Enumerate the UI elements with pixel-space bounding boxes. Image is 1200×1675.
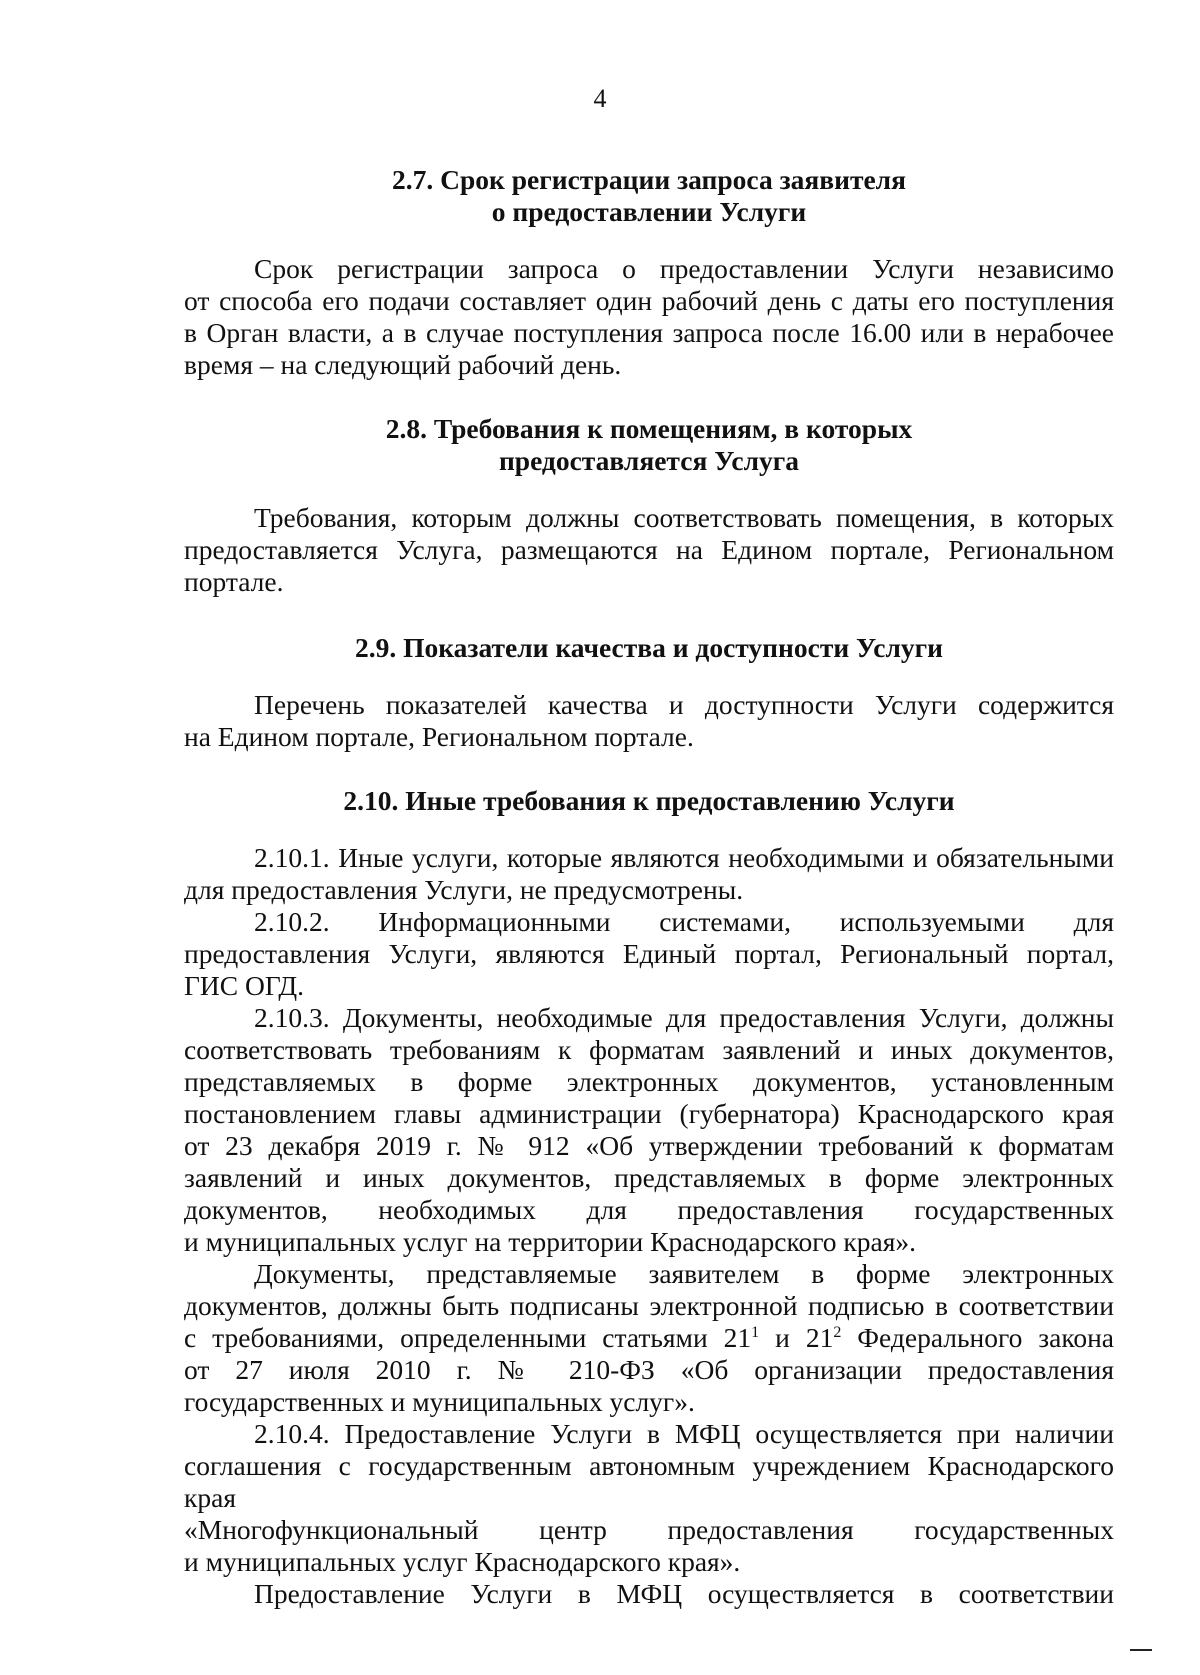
text-line: государственных и муниципальных услуг».: [184, 1386, 695, 1417]
text-line: Срок регистрации запроса о предоставлении Услуги независимо: [254, 253, 1114, 284]
paragraph-2-7: [184, 253, 1114, 381]
text-line: и муниципальных услуг на территории Краснодарского края».: [184, 1226, 916, 1257]
text-line: от способа его подачи составляет один рабочий день с даты его поступления: [184, 285, 1114, 316]
text-line: 2.10.2. Информационными системами, используемыми для: [254, 906, 1114, 937]
text-line: 2.10.4. Предоставление Услуги в МФЦ осуществляется при наличии: [254, 1418, 1114, 1449]
page-number: 4: [593, 84, 607, 113]
section-heading-2-7: [184, 164, 1114, 228]
paragraph-2-10-4: [184, 1418, 1114, 1578]
text-line: время – на следующий рабочий день.: [184, 349, 622, 380]
text-line: от 27 июля 2010 г. № 210-ФЗ «Об организации предоставления: [184, 1354, 1114, 1385]
paragraph-mfc-provision: [184, 1578, 1114, 1610]
superscript: 2: [833, 1323, 842, 1341]
paragraph-2-10-3: [184, 1002, 1114, 1258]
text-run: с требованиями, определенными статьями 21: [184, 1322, 752, 1353]
text-line: для предоставления Услуги, не предусмотрены.: [184, 874, 744, 905]
text-line-with-superscripts: [184, 1322, 1114, 1354]
text-line: Предоставление Услуги в МФЦ осуществляется в соответствии: [254, 1578, 1114, 1609]
section-heading-2-10: [184, 785, 1114, 817]
paragraph-2-10-1: [184, 842, 1114, 906]
text-line: Перечень показателей качества и доступности Услуги содержится: [254, 689, 1114, 720]
text-line: в Орган власти, а в случае поступления запроса после 16.00 или в нерабочее: [184, 317, 1114, 348]
heading-line: 2.7. Срок регистрации запроса заявителя: [392, 164, 906, 195]
text-line: 2.10.1. Иные услуги, которые являются необходимыми и обязательными: [254, 842, 1114, 873]
text-line: постановлением главы администрации (губернатора) Краснодарского края: [184, 1098, 1114, 1129]
text-run: и 21: [759, 1322, 834, 1353]
heading-line: 2.10. Иные требования к предоставлению Услуги: [343, 785, 955, 816]
text-line: Документы, представляемые заявителем в форме электронных: [254, 1258, 1114, 1289]
paragraph-documents-signature: [184, 1258, 1114, 1418]
paragraph-2-10-2: [184, 906, 1114, 1002]
paragraph-2-9: [184, 689, 1114, 753]
text-line: документов, необходимых для предоставления государственных: [184, 1194, 1114, 1225]
text-run: Федерального закона: [841, 1322, 1115, 1353]
paragraph-2-8: [184, 502, 1114, 598]
text-line: на Едином портале, Региональном портале.: [184, 721, 694, 752]
superscript: 1: [751, 1323, 760, 1341]
text-line: предоставления Услуги, являются Единый портал, Региональный портал,: [184, 938, 1114, 969]
text-line: ГИС ОГД.: [184, 970, 304, 1001]
heading-line: 2.9. Показатели качества и доступности Услуги: [354, 632, 943, 663]
text-line: заявлений и иных документов, представляемых в форме электронных: [184, 1162, 1114, 1193]
text-line: предоставляется Услуга, размещаются на Едином портале, Региональном: [184, 534, 1114, 565]
heading-line: предоставляется Услуга: [498, 445, 800, 476]
text-line: «Многофункциональный центр предоставления государственных: [184, 1514, 1114, 1545]
heading-line: 2.8. Требования к помещениям, в которых: [385, 413, 913, 444]
text-line: и муниципальных услуг Краснодарского края».: [184, 1546, 741, 1577]
document-body: [184, 164, 1114, 1610]
text-line: документов, должны быть подписаны электронной подписью в соответствии: [184, 1290, 1114, 1321]
text-line: портале.: [184, 566, 284, 597]
text-line: 2.10.3. Документы, необходимые для предоставления Услуги, должны: [254, 1002, 1114, 1033]
text-line: соответствовать требованиям к форматам заявлений и иных документов,: [184, 1034, 1114, 1065]
section-heading-2-9: [184, 632, 1114, 664]
text-line: соглашения с государственным автономным учреждением Краснодарского края: [184, 1450, 1114, 1513]
text-line: представляемых в форме электронных документов, установленным: [184, 1066, 1114, 1097]
text-line: от 23 декабря 2019 г. № 912 «Об утверждении требований к форматам: [184, 1130, 1114, 1161]
section-heading-2-8: [184, 413, 1114, 477]
heading-line: о предоставлении Услуги: [491, 196, 807, 227]
text-line: Требования, которым должны соответствовать помещения, в которых: [254, 502, 1114, 533]
footer-dash-mark: [1130, 1649, 1152, 1651]
